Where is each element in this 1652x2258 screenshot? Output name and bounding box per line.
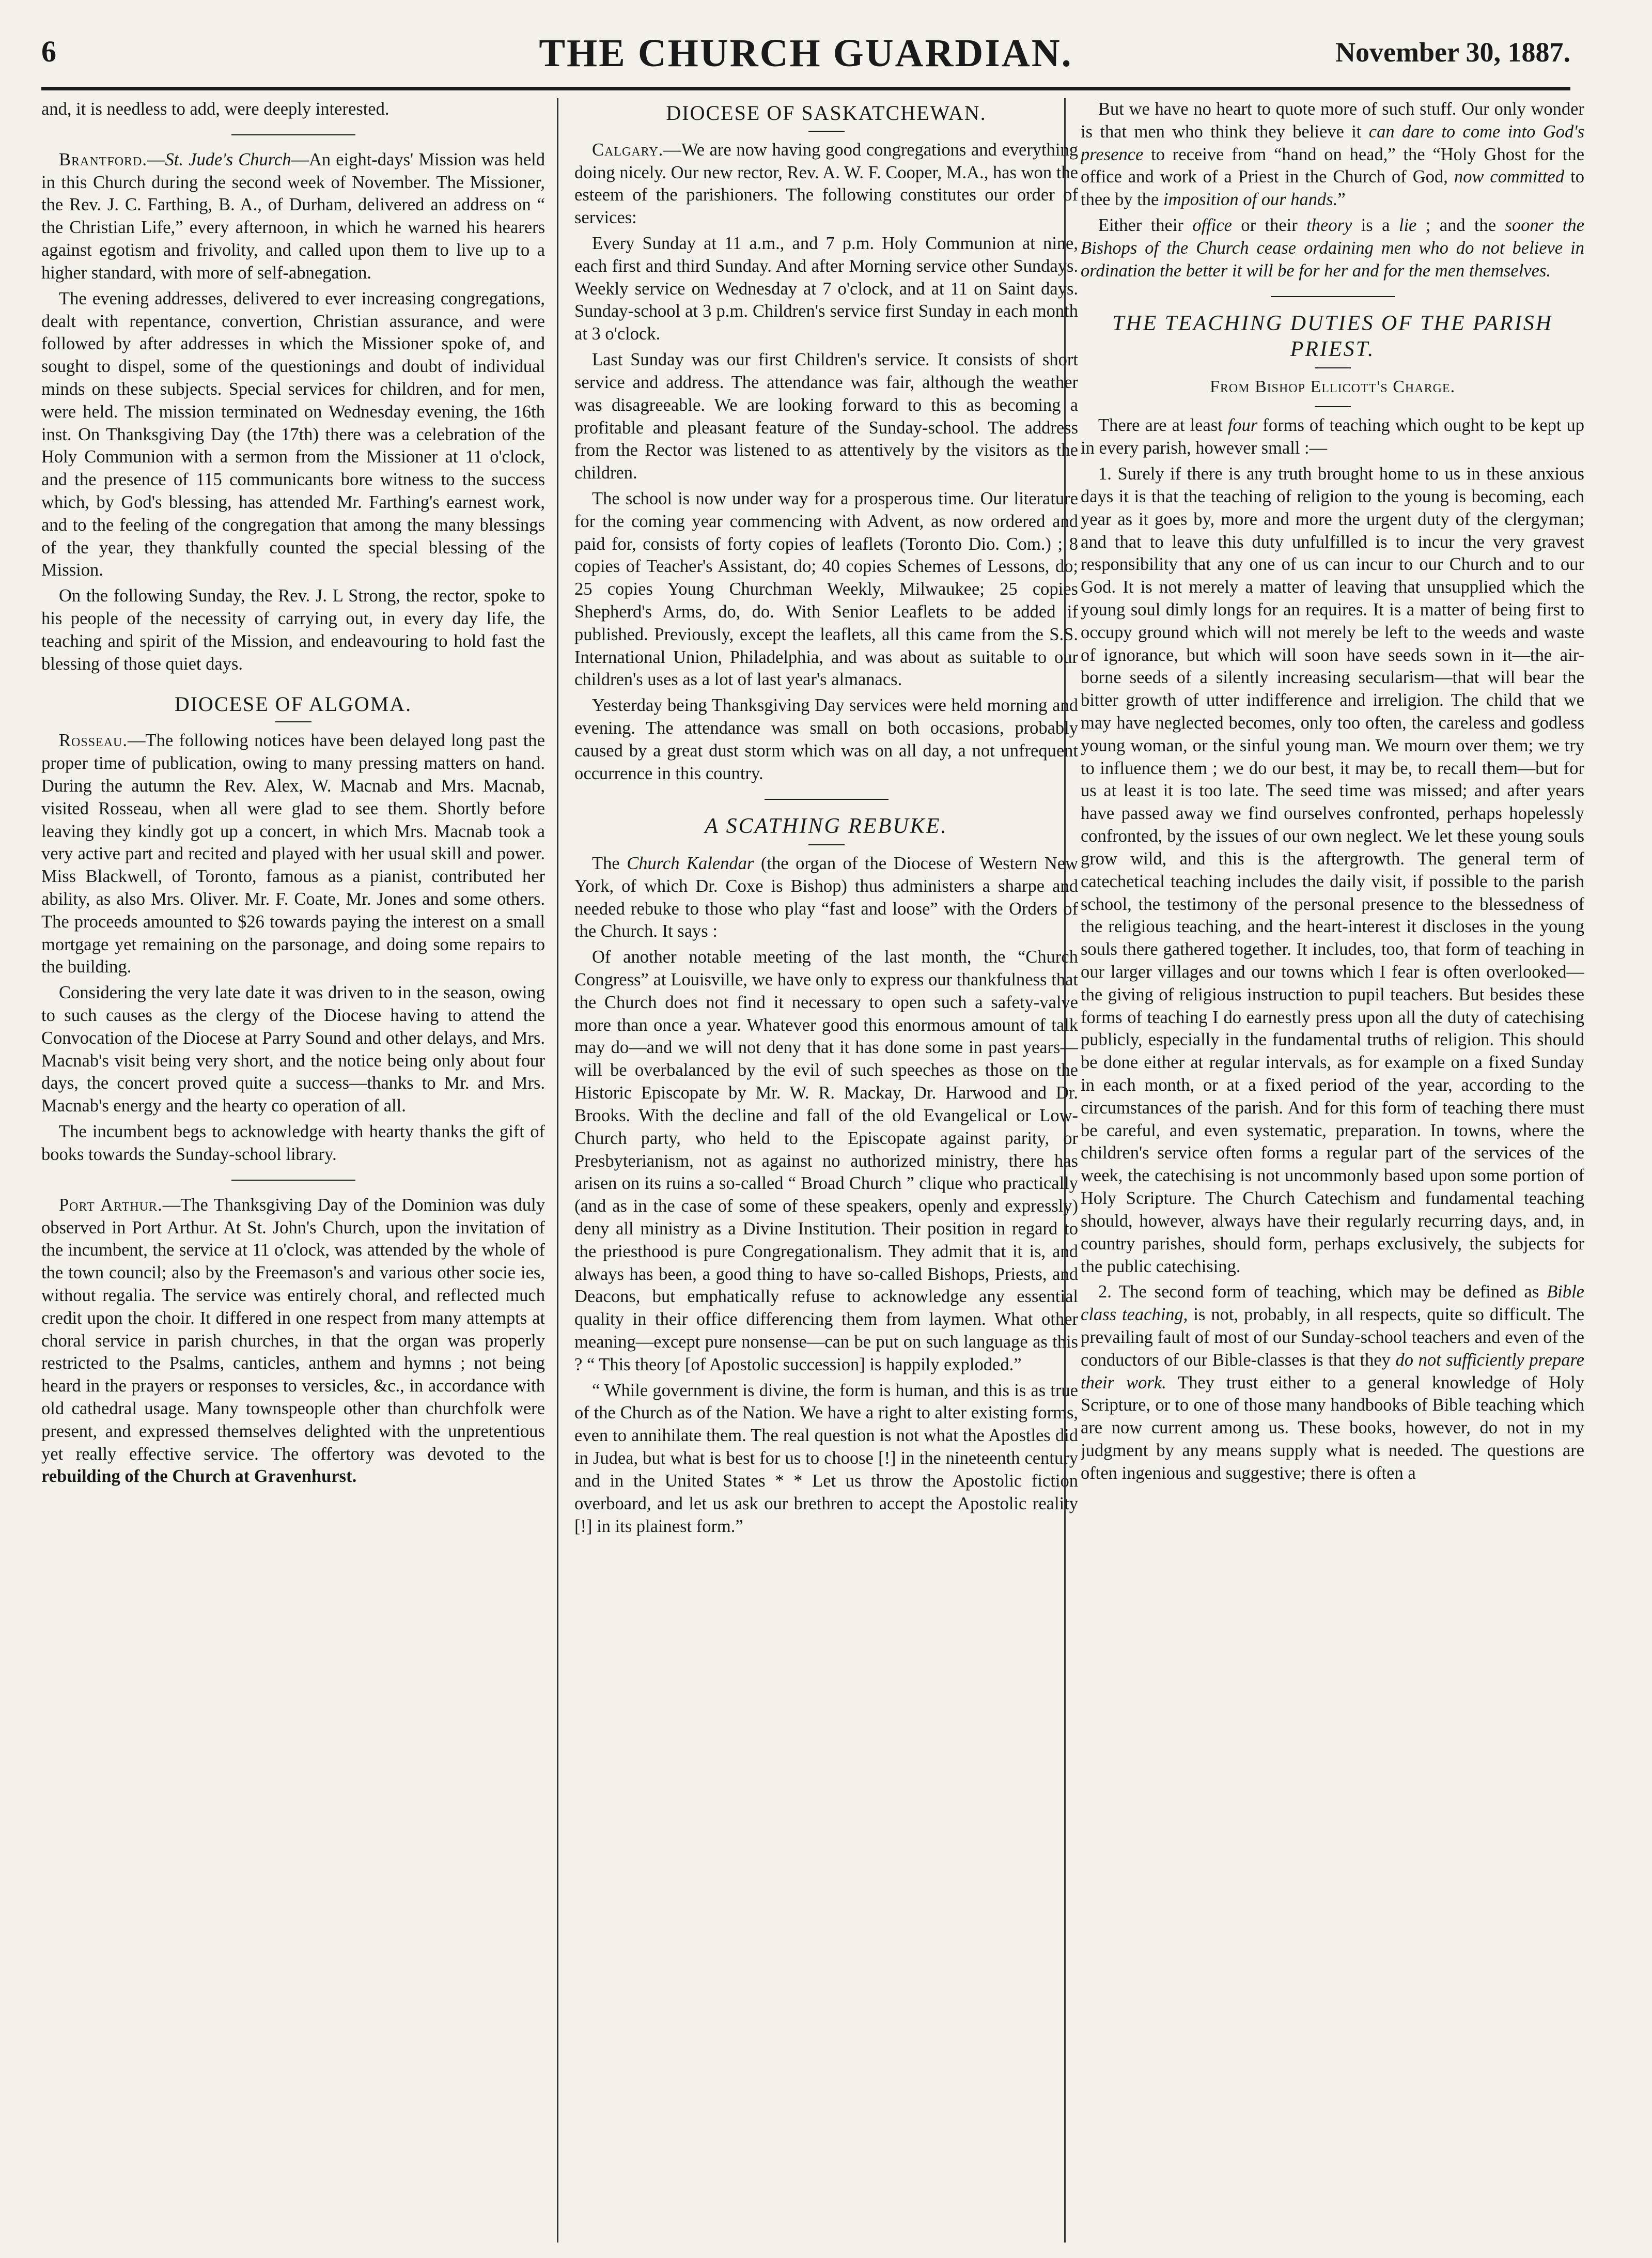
section-heading: DIOCESE OF SASKATCHEWAN.: [666, 101, 987, 125]
section-divider: [765, 799, 889, 800]
paragraph: Every Sunday at 11 a.m., and 7 p.m. Holy Communion at nine, each first and third Sunday. And after Morning service other Sundays. Weekly service on Wednesday at 7 o'clock, and at 11 on Saint days. Sunday-school at 3 p.m. Children's service first Sunday in each month at 3 o'clock.: [574, 234, 1078, 344]
place-name: Port Arthur.: [59, 1195, 163, 1215]
masthead-rule: [41, 87, 1570, 90]
masthead: [41, 31, 1570, 88]
article-heading: A SCATHING REBUKE.: [705, 814, 948, 838]
section-divider: [231, 1180, 355, 1181]
newspaper-title: THE CHURCH GUARDIAN.: [539, 32, 1073, 75]
paragraph: Either their office or their theory is a lie ; and the sooner the Bishops of the Church cease ordaining men who do not believe in ordination the better it will be for her and for the men themselves.: [1081, 215, 1584, 281]
place-name: Calgary.: [592, 140, 664, 160]
paragraph: But we have no heart to quote more of such stuff. Our only wonder is that men who think they believe it can dare to come into God's presence to receive from “hand on head,” the “Holy Ghost for the office and work of a Priest in the Church of God, now committed to thee by the imposition of our hands.”: [1081, 99, 1584, 210]
place-name: Rosseau.: [59, 731, 128, 751]
paragraph: Last Sunday was our first Children's service. It consists of short service and address. The attendance was fair, although the weather was disagreeable. We are looking forward to this as becoming a profitable and pleasant feature of the Sunday-school. The address from the Rector was listened to as attentively by the visitors as the children.: [574, 350, 1078, 483]
column-2: [574, 98, 1078, 2248]
heading-rule: [1315, 406, 1351, 407]
paragraph: Calgary.—We are now having good congregations and everything doing nicely. Our new rector, Rev. A. W. F. Cooper, M.A., has won the esteem of the parishioners. The following constitutes our order of services:: [574, 140, 1078, 228]
heading-rule: [808, 844, 845, 845]
paragraph: The school is now under way for a prosperous time. Our literature for the coming year commencing with Advent, as now ordered and paid for, consists of forty copies of leaflets (Toronto Dio. Com.) ; 8 copies of Teacher's Assistant, do; 40 copies Schemes of Lessons, do; 25 copies Young Churchman Weekly, Milwaukee; 25 copies Shepherd's Arms, do, do. With Senior Leaflets to be added if published. Previously, except the leaflets, all this came from the S.S. International Union, Philadelphia, and was about as suitable to our children's uses as a lot of last year's almanacs.: [574, 488, 1078, 690]
paragraph: On the following Sunday, the Rev. J. L Strong, the rector, spoke to his people of the necessity of carrying out, in every day life, the teaching and spirit of the Mission, and endeavouring to hold fast the blessing of those quiet days.: [41, 586, 545, 674]
heading-rule: [275, 721, 311, 722]
paragraph: 2. The second form of teaching, which may be defined as Bible class teaching, is not, probably, in all respects, quite so difficult. The prevailing fault of most of our Sunday-school teachers and even of the conductors of our Bible-classes is that they do not sufficiently prepare their work. They trust either to a general knowledge of Holy Scripture, or to one of those many handbooks of Bible teaching which are now current among us. These books, however, do not in my judgment by any means supply what is needed. The questions are often ingenious and suggestive; there is often a: [1081, 1282, 1584, 1483]
paragraph: and, it is needless to add, were deeply interested.: [41, 99, 389, 119]
paragraph: The evening addresses, delivered to ever increasing congregations, dealt with repentance, convertion, Christian assurance, and were followed by after addresses in which the Missioner spoke of, and sought to dispel, some of the questionings and doubt of individual minds on these subjects. Special services for children, and for men, were held. The mission terminated on Wednesday evening, the 16th inst. On Thanksgiving Day (the 17th) there was a celebration of the Holy Communion with a sermon from the Missioner at 11 o'clock, and the presence of 115 communicants bore witness to the success which, by God's blessing, has attended Mr. Farthing's earnest work, and to the feeling of the congregation that among the many blessings of the year, they thankfully counted the special blessing of the Mission.: [41, 288, 545, 580]
paragraph: Port Arthur.—The Thanksgiving Day of the Dominion was duly observed in Port Arthur. At St. John's Church, upon the invitation of the incumbent, the service at 11 o'clock, was attended by the whole of the town council; also by the Freemason's and various other socie ies, without regalia. The service was entirely choral, and reflected much credit upon the choir. It differed in one respect from many attempts at choral service in parish churches, in that the organ was properly restricted to the Psalms, canticles, anthem and hymns ; not being heard in the prayers or responses to versicles, &c., in accordance with old cathedral usage. Many townspeople other than churchfolk were present, and expressed themselves delighted with the unpretentious yet really effective service. The offertory was devoted to the rebuilding of the Church at Gravenhurst.: [41, 1195, 545, 1487]
paragraph: “ While government is divine, the form is human, and this is as true of the Church as of the Nation. We have a right to alter existing forms, even to annihilate them. The real question is not what the Apostles did in Judea, but what is best for us to choose [!] in the nineteenth century and in the United States * * Let us throw the Apostolic fiction overboard, and let us ask our brethren to accept the Apostolic reality [!] in its plainest form.”: [574, 1380, 1078, 1536]
paragraph: The incumbent begs to acknowledge with hearty thanks the gift of books towards the Sunday-school library.: [41, 1122, 545, 1164]
paragraph: Rosseau.—The following notices have been delayed long past the proper time of publication, owing to many pressing matters on hand. During the autumn the Rev. Alex, W. Macnab and Mrs. Macnab, visited Rosseau, when all were glad to see them. Shortly before leaving they kindly got up a concert, in which Mrs. Macnab took a very active part and recited and played with her usual skill and power. Miss Blackwell, of Toronto, famous as a pianist, contributed her ability, as also Mrs. Oliver. Mr. F. Coate, Mr. Jones and some others. The proceeds amounted to $26 towards paying the interest on a small mortgage yet remaining on the parsonage, and doing some repairs to the building.: [41, 731, 545, 977]
section-heading: DIOCESE OF ALGOMA.: [174, 692, 412, 716]
section-divider: [231, 134, 355, 135]
heading-rule: [1315, 367, 1351, 368]
paragraph: Considering the very late date it was driven to in the season, owing to such causes as the clergy of the Diocese having to attend the Convocation of the Diocese at Parry Sound and other delays, and Mrs. Macnab's visit being very short, and the notice being only about four days, the concert proved quite a success—thanks to Mr. and Mrs. Macnab's energy and the hearty co operation of all.: [41, 983, 545, 1116]
article-subheading: From Bishop Ellicott's Charge.: [1209, 377, 1456, 397]
issue-date: November 30, 1887.: [1335, 37, 1570, 68]
paragraph: Yesterday being Thanksgiving Day services were held morning and evening. The attendance was small on both occasions, probably caused by a great dust storm which was on all day, a not unfrequent occurrence in this country.: [574, 695, 1078, 783]
paragraph: Of another notable meeting of the last month, the “Church Congress” at Louisville, we have only to express our thankfulness that the Church does not find it necessary to open such a safety-valve more than once a year. Whatever good this enormous amount of talk may do—and we will not deny that it has done some in past years—will be overbalanced by the evil of such speeches as those on the Historic Episcopate by Mr. W. R. Mackay, Dr. Harwood and Dr. Brooks. With the decline and fall of the old Evangelical or Low-Church party, who held to the Episcopate against parity, or Presbyterianism, not as against no authorized ministry, there has arisen on its ruins a so-called “ Broad Church ” clique who practically (and as in the case of some of these speakers, openly and expressly) deny all ministry as a Divine Institution. Their position in regard to the priesthood is pure Congregationalism. They admit that it is, and always has been, a good thing to have so-called Bishops, Priests, and Deacons, but emphatically refuse to acknowledge any essential quality in their office differencing them from laymen. What other meaning—except pure nonsense—can be put on such language as this ? “ This theory [of Apostolic succession] is happily exploded.”: [574, 947, 1078, 1374]
place-name: Brantford.: [59, 149, 147, 169]
paragraph: Brantford.—St. Jude's Church—An eight-days' Mission was held in this Church during the second week of November. The Missioner, the Rev. J. C. Farthing, B. A., of Durham, delivered an address on “ the Christian Life,” every afternoon, in which he warned his hearers against egotism and frivolity, and called upon them to live up to a higher standard, with more of self-abnegation.: [41, 149, 545, 283]
article-heading: THE TEACHING DUTIES OF THE PARISH PRIEST.: [1112, 311, 1553, 361]
church-name: St. Jude's Church: [165, 149, 291, 169]
paragraph: The Church Kalendar (the organ of the Diocese of Western New York, of which Dr. Coxe is Bishop) thus administers a sharpe and needed rebuke to those who play “fast and loose” with the Orders of the Church. It says :: [574, 853, 1078, 941]
paragraph: 1. Surely if there is any truth brought home to us in these anxious days it is that the teaching of religion to the young is becoming, each year as it goes by, more and more the urgent duty of the clergyman; and that to leave this duty unfulfilled is to incur the very gravest responsibility that any one of us can incur to our Church and to our God. It is not merely a matter of leaving that unsupplied which the young soul dimly longs for an requires. It is a matter of being first to occupy ground which will not merely be left to the weeds and waste of ignorance, but which will soon have seeds sown in it—the air-borne seeds of a silently increasing secularism—that will bear the bitter growth of utter indifference and irreligion. The child that we may have neglected becomes, only too often, the careless and godless young woman, or the sinful young man. We mourn over them; we try to influence them ; we do our best, it may be, to recall them—but for us at least it is too late. The seed time was missed; and after years have passed away we find ourselves confronted, perhaps hopelessly confronted, by the issues of our own neglect. We let these young souls grow wild, and this is the aftergrowth. The general term of catechetical teaching includes the daily visit, if possible to the parish school, the testimony of the personal presence to the blessedness of the religious teaching, and the heart-interest it discloses in the young souls there gathered together. It includes, too, that form of teaching in our larger villages and our towns which I fear is often overlooked—the giving of religious instruction to pupil teachers. But besides these forms of teaching I do earnestly press upon all the duty of catechising publicly, especially in the fundamental truths of religion. This should be done either at regular intervals, as for example on a fixed Sunday in each month, or at a fixed period of the year, according to the circumstances of the parish. And for this form of teaching there must be careful, and even systematic, preparation. In towns, where the children's service often forms a regular part of the services of the week, the catechising is not uncommonly based upon some portion of Holy Scripture. The Church Catechism and fundamental teaching should, however, always have their regularly recurring days, and, in country parishes, should form, perhaps exclusively, the subjects for the public catechising.: [1081, 464, 1584, 1276]
page-number: 6: [41, 35, 56, 68]
heading-rule: [808, 131, 845, 132]
paragraph: There are at least four forms of teaching which ought to be kept up in every parish, however small :—: [1081, 415, 1584, 458]
column-divider: [557, 98, 558, 2242]
section-divider: [1271, 296, 1395, 297]
column-1: [41, 98, 545, 2248]
column-3: [1081, 98, 1584, 2248]
